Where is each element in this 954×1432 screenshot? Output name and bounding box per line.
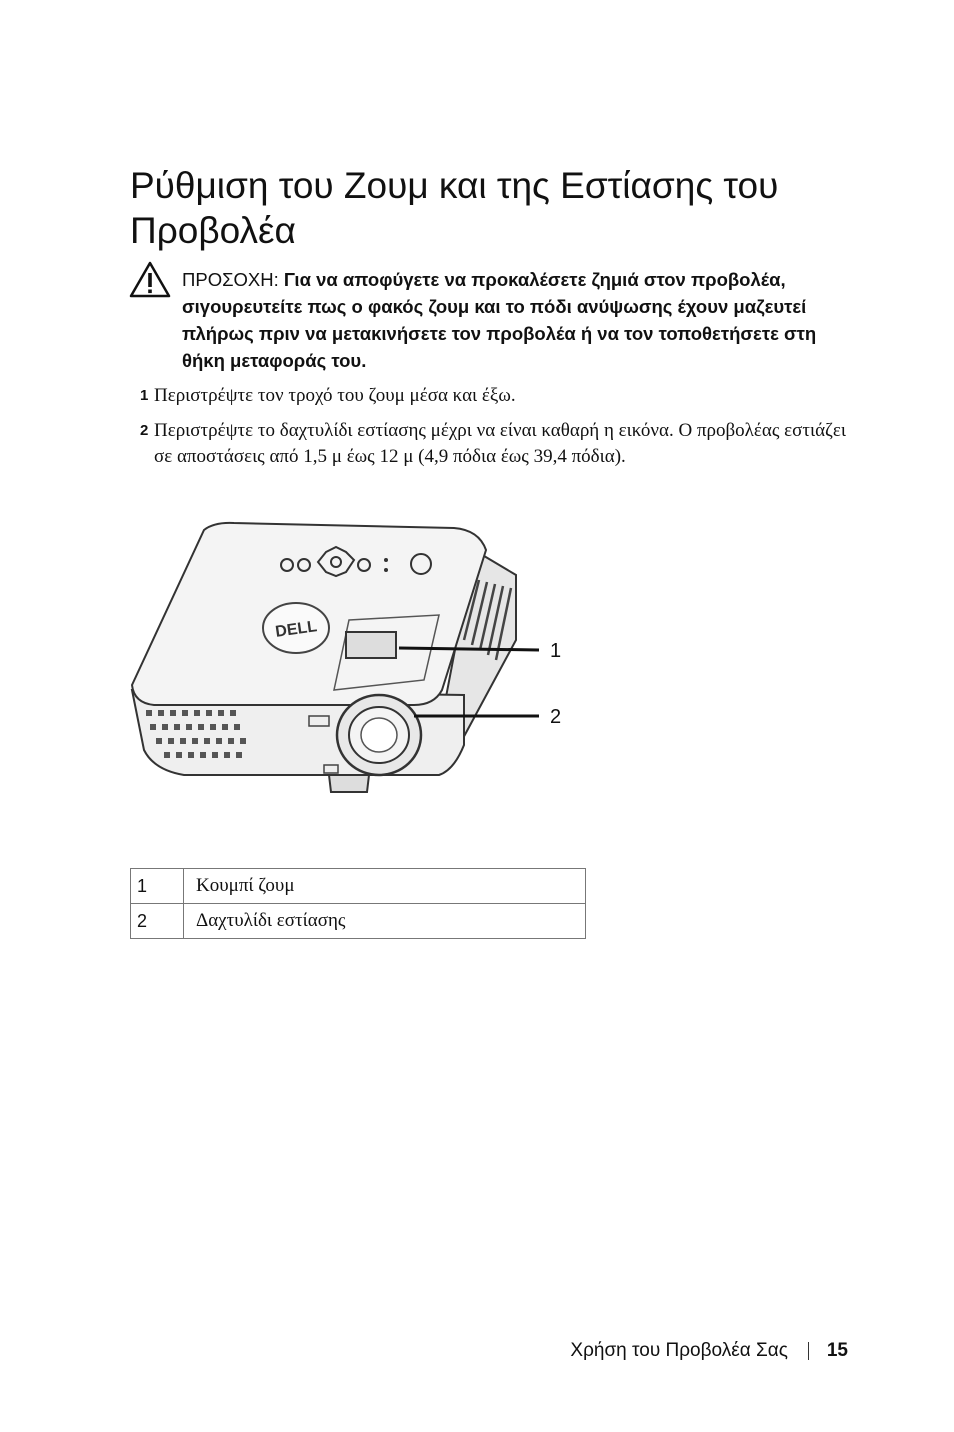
step-number: 2 [140, 422, 149, 439]
footer-section-title: Χρήση του Προβολέα Σας [570, 1340, 788, 1361]
page-title: Ρύθμιση του Ζουμ και της Εστίασης του Προβολέα [130, 165, 779, 251]
step-number: 1 [140, 387, 149, 404]
caution-body: Για να αποφύγετε να προκαλέσετε ζημιά στον προβολέα, σιγουρευτείτε πως ο φακός ζουμ και το πόδι ανύψωσης έχουν μαζευτεί πλήρως πριν να μετακινήσετε τον προβολέα ή να τον τοποθετήσετε στη θήκη μεταφοράς του. [182, 269, 817, 371]
parts-legend-table [130, 868, 586, 939]
caution-text [182, 266, 842, 374]
projector-illustration [124, 520, 594, 800]
table-row [131, 904, 586, 939]
legend-description: Δαχτυλίδι εστίασης [184, 904, 586, 939]
legend-description: Κουμπί ζουμ [184, 869, 586, 904]
legend-number: 1 [131, 869, 184, 904]
step-text: Περιστρέψτε το δαχτυλίδι εστίασης μέχρι να είναι καθαρή η εικόνα. Ο προβολέας εστιάζει σε αποστάσεις από 1,5 μ έως 12 μ (4,9 πόδια έως 39,4 πόδια). [154, 420, 846, 467]
step-text: Περιστρέψτε τον τροχό του ζουμ μέσα και έξω. [154, 385, 516, 406]
dell-logo-icon: DELL [274, 618, 319, 641]
table-row [131, 869, 586, 904]
step-item [140, 418, 860, 470]
warning-triangle-icon [128, 260, 172, 300]
step-item [140, 383, 860, 409]
steps-list [140, 383, 860, 479]
page-number: 15 [826, 1340, 848, 1361]
caution-label: ΠΡΟΣΟΧΗ: [182, 269, 279, 290]
footer-divider [808, 1342, 809, 1360]
legend-number: 2 [131, 904, 184, 939]
page-footer [570, 1340, 848, 1362]
callout-1: 1 [550, 640, 562, 662]
callout-2: 2 [550, 706, 562, 728]
